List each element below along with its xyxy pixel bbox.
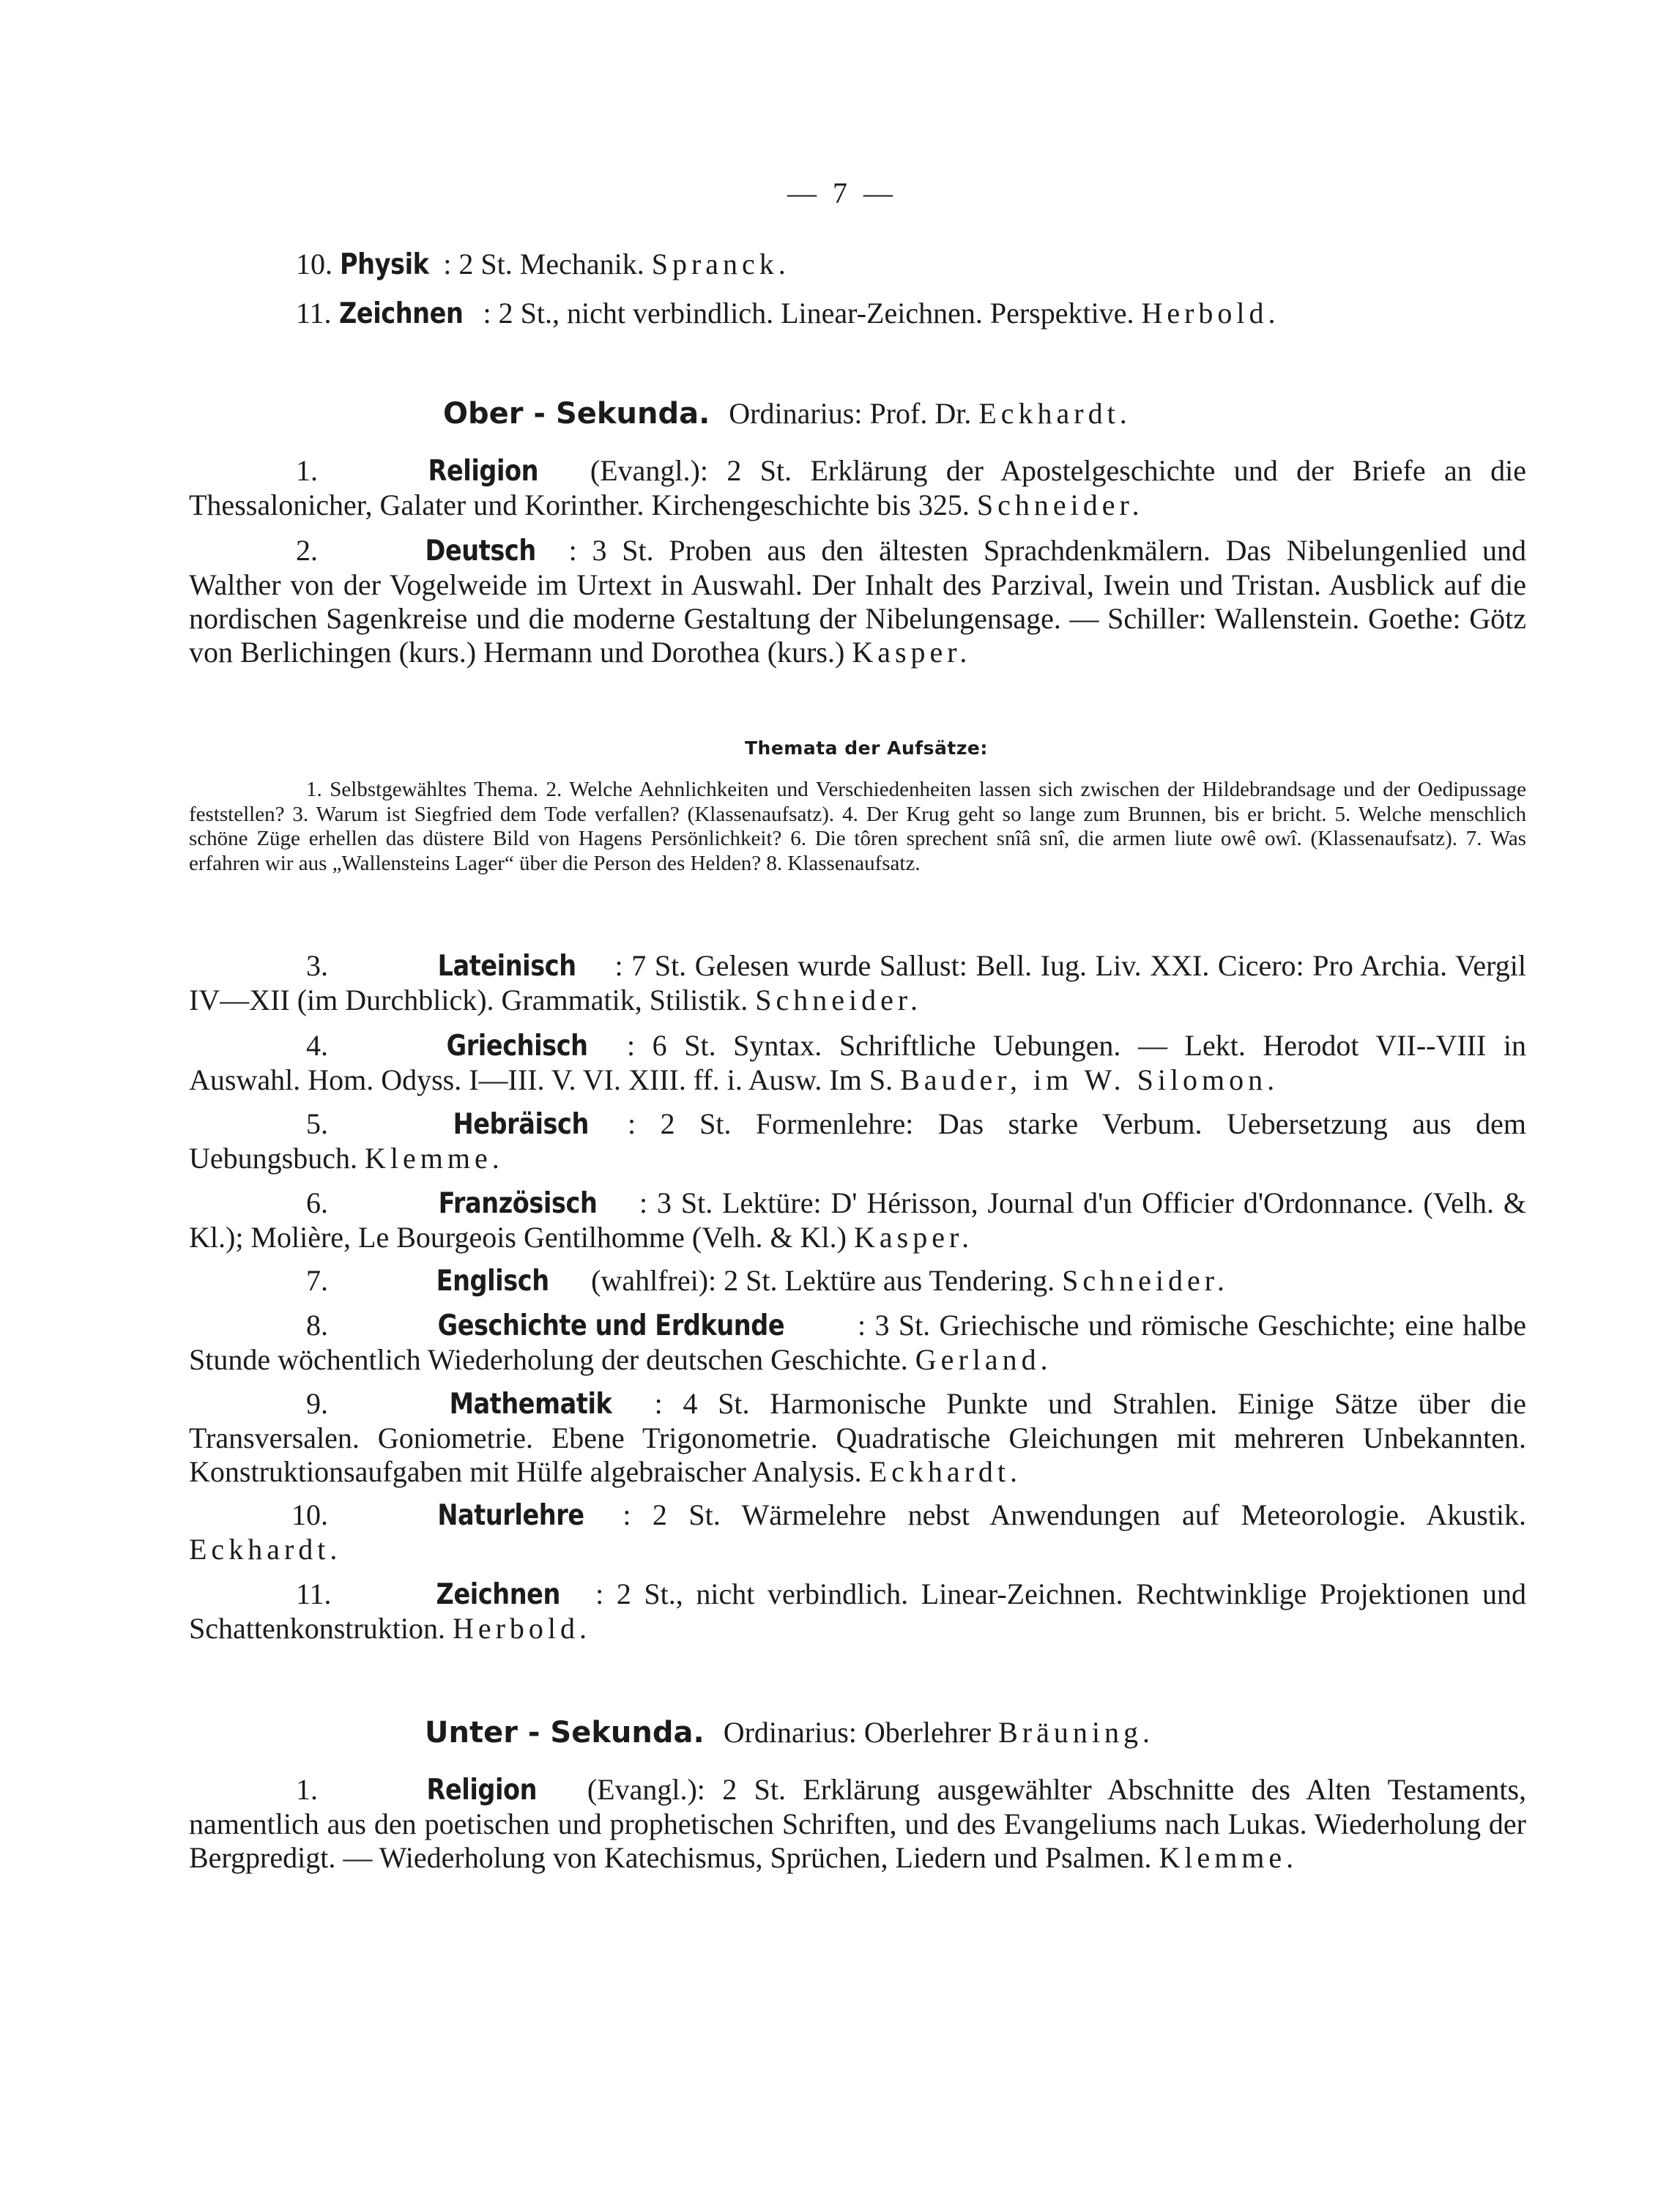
subject-heading: Hebräisch: [453, 1108, 590, 1141]
subject-heading: Griechisch: [446, 1030, 588, 1063]
ober-item-zeichnen: [189, 1577, 1526, 1646]
ober-item-mathematik: [189, 1387, 1526, 1489]
teacher-name: Schneider.: [1062, 1264, 1229, 1297]
subject-heading: Zeichnen: [436, 1578, 561, 1611]
item-text: : 2 St. Wärmelehre nebst Anwendungen auf Meteorologie. Akustik.: [622, 1498, 1526, 1531]
ordinarius-label: Ordinarius: Oberlehrer: [723, 1716, 992, 1749]
item-number: 3.: [306, 949, 328, 982]
ober-item-hebraeisch: [189, 1107, 1526, 1175]
teacher-name: Eckhardt.: [869, 1455, 1022, 1488]
teacher-name: Kasper.: [854, 1221, 974, 1254]
subject-heading: Geschichte und Erdkunde: [437, 1309, 785, 1342]
themata-text: 1. Selbstgewähltes Thema. 2. Welche Aehnlichkeiten und Verschiedenheiten lassen sich zwischen der Hildebrandsage und der Oedipussage feststellen? 3. Warum ist Siegfried dem Tode verfallen? (Klassenaufsatz). 4. Der Krug geht so lange zum Brunnen, bis er bricht. 5. Welche menschlich schöne Züge erhellen das düstere Bild von Hagens Persönlichkeit? 6. Die tôren sprechent snîâ snî, die armen liute owê owî. (Klassenaufsatz). 7. Was erfahren wir aus „Wallensteins Lager“ über die Person des Helden? 8. Klassenaufsatz.: [189, 778, 1526, 875]
item-text: : 2 St. Formenlehre: Das starke Verbum. Uebersetzung aus dem Uebungsbuch.: [189, 1107, 1527, 1175]
teacher-name: Herbold.: [452, 1612, 592, 1645]
teacher-name: Schneider.: [976, 488, 1144, 521]
item-number: 1.: [296, 1773, 318, 1806]
ober-item-religion: [189, 454, 1526, 522]
item-number: 4.: [306, 1029, 328, 1062]
item-number: 7.: [306, 1264, 328, 1297]
item-text: (wahlfrei): 2 St. Lektüre aus Tendering.: [591, 1264, 1055, 1297]
unter-sekunda-heading: [425, 1716, 1154, 1750]
subject-heading: Religion: [426, 1774, 538, 1807]
item-text: : 4 St. Harmonische Punkte und Strahlen. Einige Sätze über die Transversalen. Goniometrie. Ebene Trigonometrie. Quadratische Gleichungen mit mehreren Unbekannten. Konstruktionsaufgaben mit Hülfe algebraischer Analysis.: [189, 1387, 1527, 1488]
item-number: 1.: [296, 454, 318, 487]
item-number: 6.: [306, 1186, 328, 1219]
teacher-name: Klemme.: [364, 1142, 504, 1175]
teacher-name: Eckhardt.: [189, 1533, 342, 1566]
ober-item-deutsch: [189, 534, 1526, 669]
teacher-name: Herbold.: [1141, 297, 1280, 330]
item-text: : 2 St., nicht verbindlich. Linear-Zeichnen. Rechtwinklige Projektionen und Schattenkonstruktion.: [189, 1577, 1526, 1645]
ober-sekunda-heading: [443, 397, 1131, 431]
teacher-name: Schneider.: [755, 984, 922, 1016]
subject-heading: Mathematik: [449, 1388, 612, 1421]
item-number: 2.: [296, 534, 318, 567]
physik-line: 10. Physik : 2 St. Mechanik. Spranck.: [296, 248, 790, 281]
ober-item-franzoesisch: [189, 1186, 1526, 1254]
item-text: 2 St., nicht verbindlich. Linear-Zeichnen. Perspektive.: [498, 297, 1134, 330]
subject-heading: Physik: [340, 248, 429, 281]
subject-heading: Lateinisch: [437, 950, 576, 983]
section-title: Ober - Sekunda.: [443, 397, 710, 431]
ober-item-englisch: [189, 1264, 1526, 1298]
item-number: 10.: [296, 248, 332, 280]
item-number: 11.: [296, 1577, 332, 1610]
ordinarius-label: Ordinarius: Prof. Dr.: [729, 397, 972, 430]
item-text: 2 St. Mechanik.: [458, 248, 644, 280]
teacher-name: Kasper.: [852, 636, 972, 669]
teacher-name: Klemme.: [1159, 1841, 1298, 1874]
teacher-name: Bauder, im W. Silomon.: [900, 1063, 1279, 1096]
item-number: 8.: [306, 1309, 328, 1342]
subject-heading: Zeichnen: [338, 297, 463, 330]
subject-heading: Religion: [428, 455, 539, 488]
section-title: Unter - Sekunda.: [425, 1716, 705, 1750]
item-number: 10.: [291, 1498, 328, 1531]
ordinarius-name: Eckhardt.: [978, 397, 1131, 430]
item-number: 5.: [306, 1107, 328, 1140]
ober-item-naturlehre: [189, 1498, 1526, 1566]
zeichnen-line: 11. Zeichnen : 2 St., nicht verbindlich. Linear-Zeichnen. Perspektive. Herbold.: [296, 297, 1280, 330]
subject-heading: Deutsch: [425, 535, 536, 568]
page-number: — 7 —: [787, 176, 897, 209]
item-text: : 3 St. Griechische und römische Geschichte; eine halbe Stunde wöchentlich Wiederholung der deutschen Geschichte.: [189, 1309, 1526, 1376]
item-text: (Evangl.): 2 St. Erklärung ausgewählter Abschnitte des Alten Testaments, namentlich aus den poetischen und prophetischen Schriften, und des Evangeliums nach Lukas. Wiederholung der Bergpredigt. — Wiederholung von Katechismus, Sprüchen, Liedern und Psalmen.: [189, 1773, 1527, 1874]
subject-heading: Naturlehre: [437, 1499, 585, 1532]
unter-item-religion: [189, 1773, 1526, 1875]
item-text: : 3 St. Lektüre: D' Hérisson, Journal d'un Officier d'Ordonnance. (Velh. & Kl.); Molière, Le Bourgeois Gentilhomme (Velh. & Kl.): [189, 1186, 1527, 1254]
themata-title: Themata der Aufsätze:: [745, 737, 988, 759]
item-text: : 3 St. Proben aus den ältesten Sprachdenkmälern. Das Nibelungenlied und Walther von der Vogelweide im Urtext in Auswahl. Der Inhalt des Parzival, Iwein und Tristan. Ausblick auf die nordischen Sagenkreise und die moderne Gestaltung der Nibelungensage. — Schiller: Wallenstein. Goethe: Götz von Berlichingen (kurs.) Hermann und Dorothea (kurs.): [189, 534, 1527, 669]
item-text: : 7 St. Gelesen wurde Sallust: Bell. Iug. Liv. XXI. Cicero: Pro Archia. Vergil IV—XII (im Durchblick). Grammatik, Stilistik.: [189, 949, 1526, 1016]
item-number: 9.: [306, 1387, 328, 1420]
teacher-name: Spranck.: [651, 248, 790, 280]
teacher-name: Gerland.: [915, 1343, 1052, 1376]
item-text: : 6 St. Syntax. Schriftliche Uebungen. — Lekt. Herodot VII--VIII in Auswahl. Hom. Odyss. I—III. V. VI. XIII. ff. i. Ausw. Im S.: [189, 1029, 1527, 1096]
item-number: 11.: [296, 297, 332, 330]
ober-item-griechisch: [189, 1029, 1526, 1097]
ober-item-lateinisch: [189, 949, 1526, 1017]
subject-heading: Französisch: [438, 1187, 598, 1220]
ordinarius-name: Bräuning.: [998, 1716, 1154, 1749]
subject-heading: Englisch: [436, 1265, 549, 1298]
ober-item-geschichte: [189, 1309, 1526, 1377]
item-text: (Evangl.): 2 St. Erklärung der Apostelgeschichte und der Briefe an die Thessalonicher, Galater und Korinther. Kirchengeschichte bis 325.: [189, 454, 1526, 521]
